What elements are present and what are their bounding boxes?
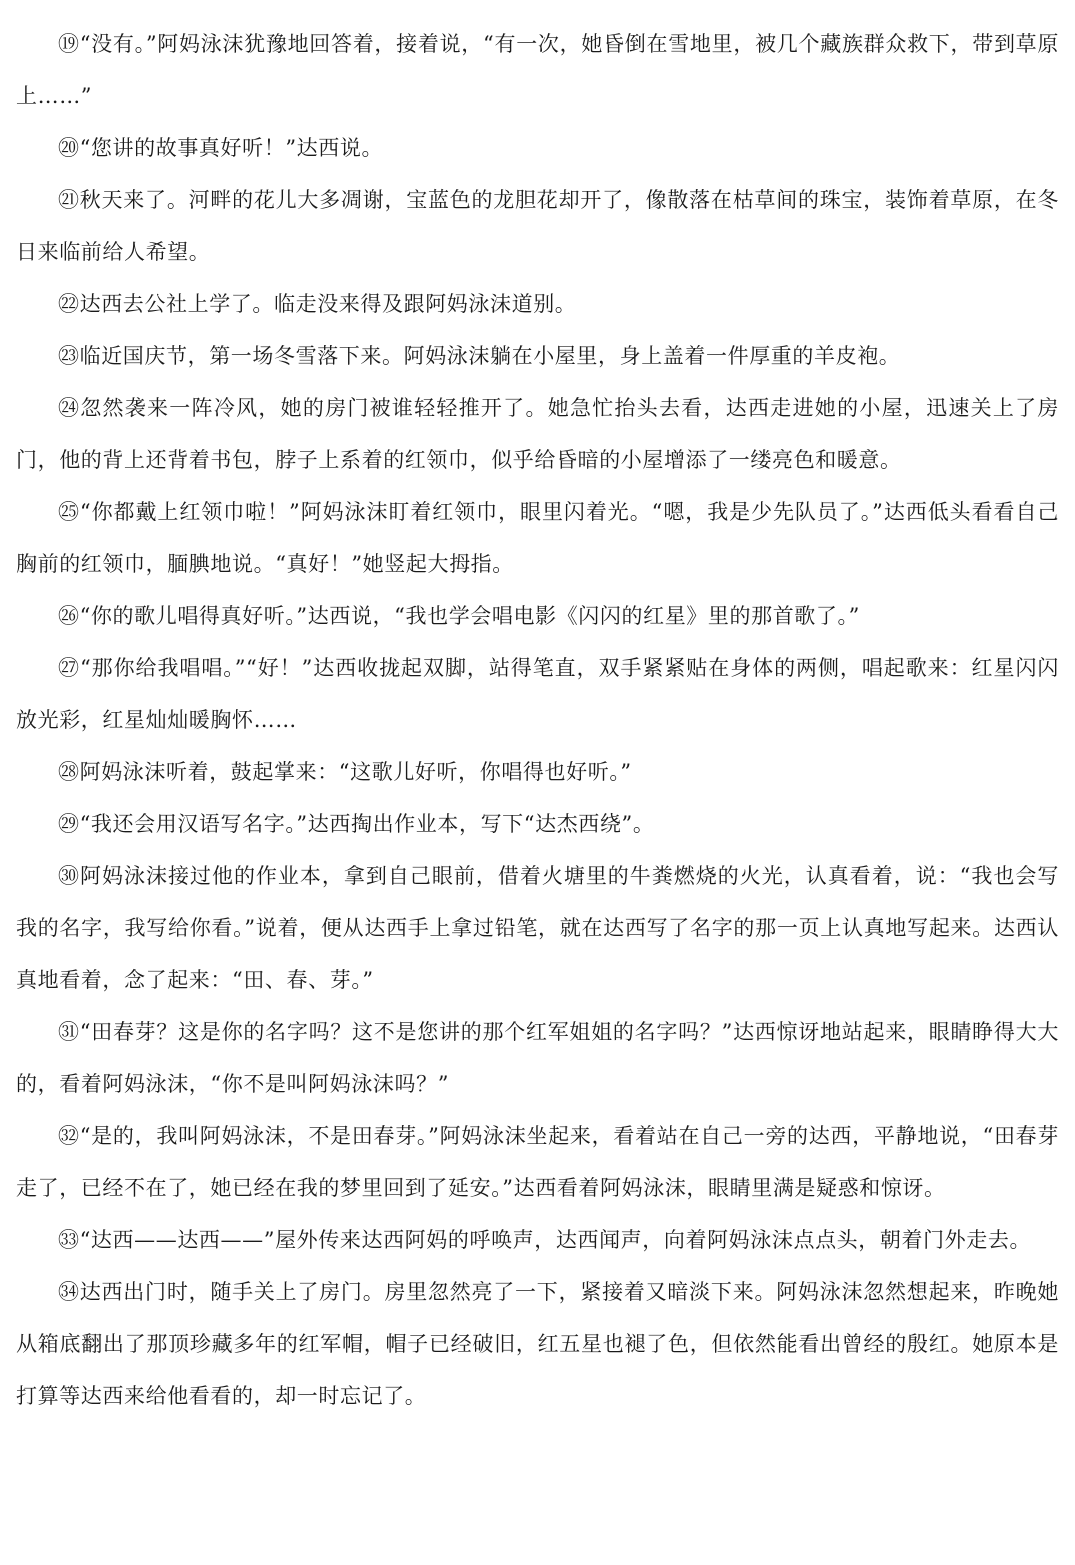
paragraph-25: ㉕“你都戴上红领巾啦！”阿妈泳沫盯着红领巾，眼里闪着光。“嗯，我是少先队员了。”达西低头看看自己胸前的红领巾，腼腆地说。“真好！”她竖起大拇指。: [16, 500, 1059, 576]
paragraph-28: ㉘阿妈泳沫听着，鼓起掌来：“这歌儿好听，你唱得也好听。”: [58, 760, 632, 784]
paragraph-23: ㉓临近国庆节，第一场冬雪落下来。阿妈泳沫躺在小屋里，身上盖着一件厚重的羊皮袍。: [58, 344, 901, 368]
paragraph-20: ⑳“您讲的故事真好听！”达西说。: [58, 136, 384, 160]
paragraph-26: ㉖“你的歌儿唱得真好听。”达西说，“我也学会唱电影《闪闪的红星》里的那首歌了。”: [58, 604, 860, 628]
paragraph-32: ㉜“是的，我叫阿妈泳沫，不是田春芽。”阿妈泳沫坐起来，看着站在自己一旁的达西，平静地说，“田春芽走了，已经不在了，她已经在我的梦里回到了延安。”达西看着阿妈泳沫，眼睛里满是疑惑和惊讶。: [16, 1124, 1059, 1200]
paragraph-33: ㉝“达西——达西——”屋外传来达西阿妈的呼唤声，达西闻声，向着阿妈泳沫点点头，朝着门外走去。: [58, 1228, 1032, 1252]
paragraph-29: ㉙“我还会用汉语写名字。”达西掏出作业本，写下“达杰西绕”。: [58, 812, 655, 836]
paragraph-34: ㉞达西出门时，随手关上了房门。房里忽然亮了一下，紧接着又暗淡下来。阿妈泳沫忽然想起来，昨晚她从箱底翻出了那顶珍藏多年的红军帽，帽子已经破旧，红五星也褪了色，但依然能看出曾经的殷红。她原本是打算等达西来给他看看的，却一时忘记了。: [16, 1280, 1059, 1408]
paragraph-30: ㉚阿妈泳沫接过他的作业本，拿到自己眼前，借着火塘里的牛粪燃烧的火光，认真看着，说：“我也会写我的名字，我写给你看。”说着，便从达西手上拿过铅笔，就在达西写了名字的那一页上认真地写起来。达西认真地看着，念了起来：“田、春、芽。”: [16, 864, 1059, 992]
paragraph-22: ㉒达西去公社上学了。临走没来得及跟阿妈泳沫道别。: [58, 292, 577, 316]
paragraph-31: ㉛“田春芽？这是你的名字吗？这不是您讲的那个红军姐姐的名字吗？”达西惊讶地站起来，眼睛睁得大大的，看着阿妈泳沫，“你不是叫阿妈泳沫吗？”: [16, 1020, 1059, 1096]
paragraph-27: ㉗“那你给我唱唱。”“好！”达西收拢起双脚，站得笔直，双手紧紧贴在身体的两侧，唱起歌来：红星闪闪放光彩，红星灿灿暖胸怀……: [16, 656, 1059, 732]
paragraph-19: ⑲“没有。”阿妈泳沫犹豫地回答着，接着说，“有一次，她昏倒在雪地里，被几个藏族群众救下，带到草原上……”: [16, 32, 1059, 108]
paragraph-21: ㉑秋天来了。河畔的花儿大多凋谢，宝蓝色的龙胆花却开了，像散落在枯草间的珠宝，装饰着草原，在冬日来临前给人希望。: [16, 188, 1059, 264]
paragraph-24: ㉔忽然袭来一阵冷风，她的房门被谁轻轻推开了。她急忙抬头去看，达西走进她的小屋，迅速关上了房门，他的背上还背着书包，脖子上系着的红领巾，似乎给昏暗的小屋增添了一缕亮色和暖意。: [16, 396, 1059, 472]
